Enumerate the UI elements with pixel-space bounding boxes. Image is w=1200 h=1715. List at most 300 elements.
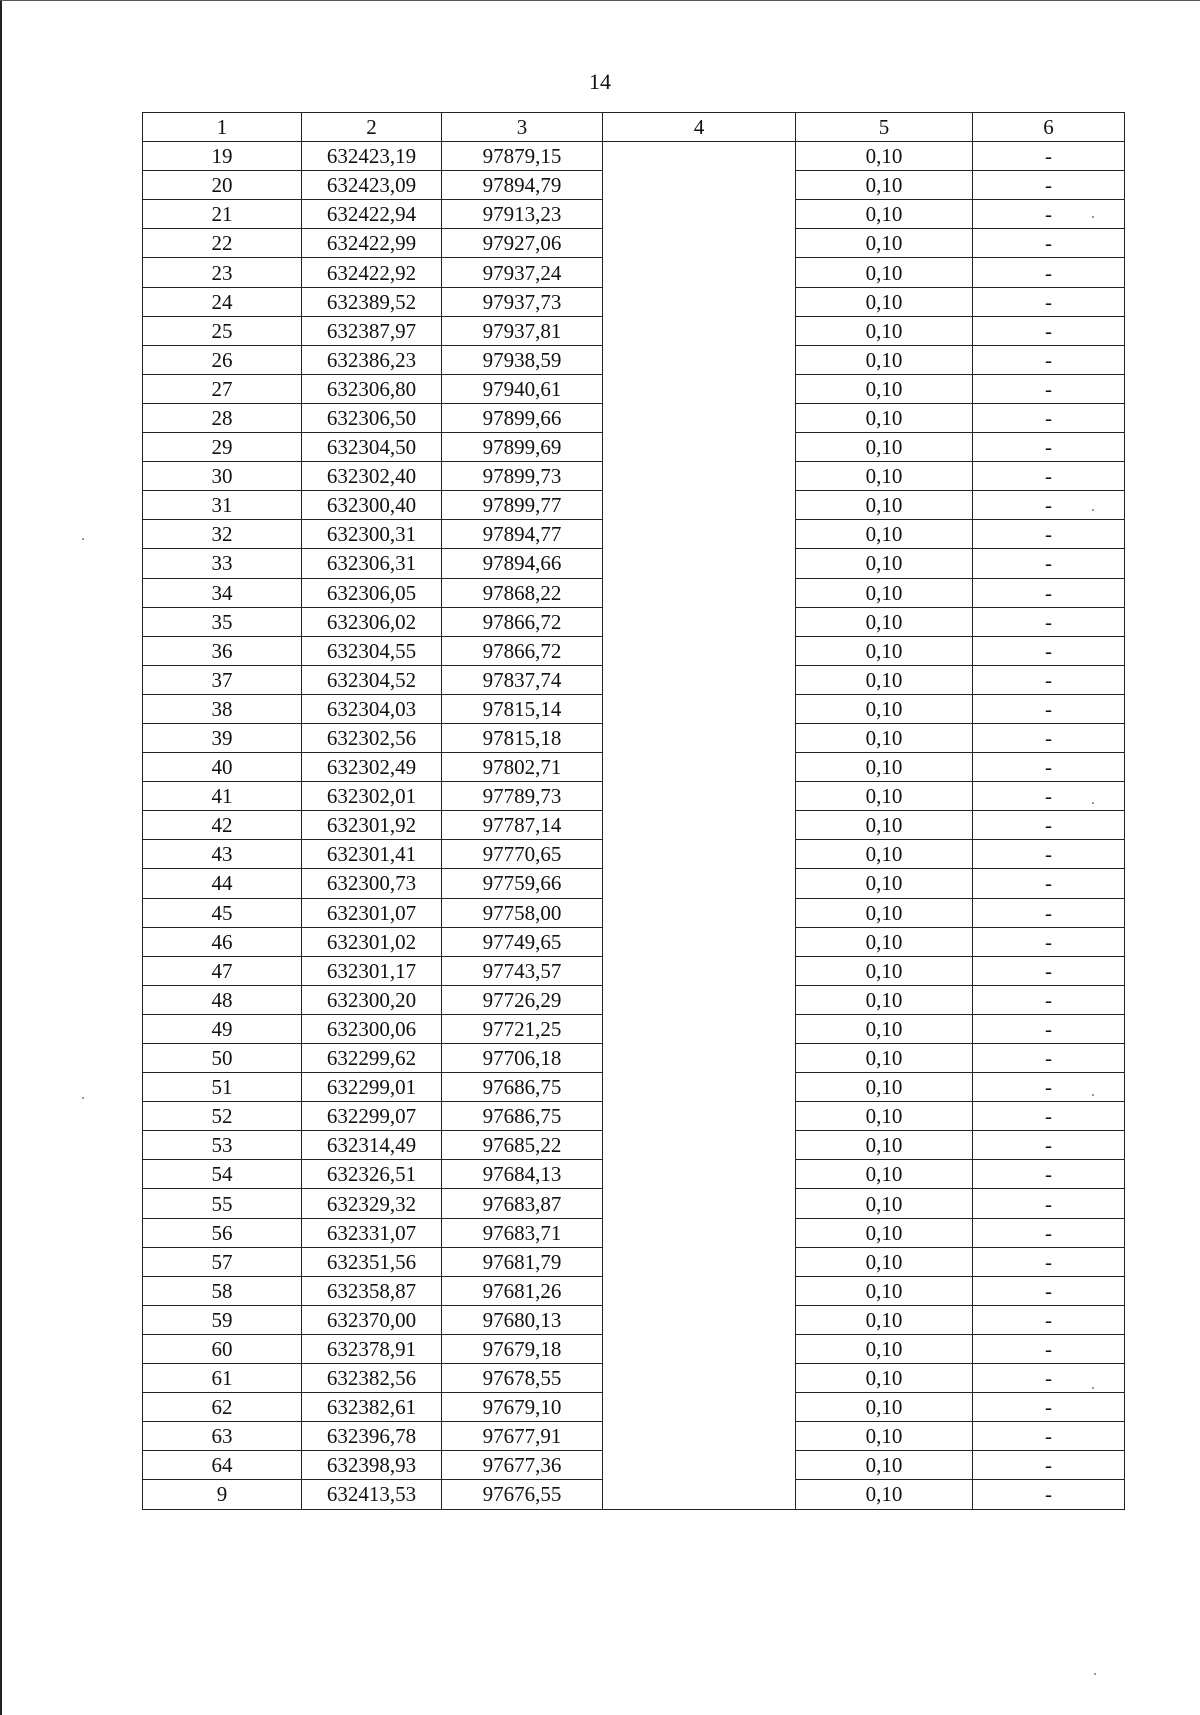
note-cell: - <box>973 1102 1125 1131</box>
y-coordinate-cell: 97899,69 <box>442 433 603 462</box>
table-row <box>143 1131 1125 1160</box>
y-coordinate-cell: 97815,14 <box>442 694 603 723</box>
description-cell <box>603 694 796 723</box>
x-coordinate-cell: 632306,50 <box>302 403 442 432</box>
table-row <box>143 723 1125 752</box>
point-number-cell: 29 <box>143 433 302 462</box>
point-number-cell: 50 <box>143 1044 302 1073</box>
table-header-row <box>143 113 1125 142</box>
point-number-cell: 22 <box>143 229 302 258</box>
x-coordinate-cell: 632304,55 <box>302 636 442 665</box>
x-coordinate-cell: 632382,56 <box>302 1364 442 1393</box>
point-number-cell: 59 <box>143 1305 302 1334</box>
accuracy-cell: 0,10 <box>796 1422 973 1451</box>
accuracy-cell: 0,10 <box>796 1073 973 1102</box>
note-cell: - <box>973 1480 1125 1509</box>
x-coordinate-cell: 632413,53 <box>302 1480 442 1509</box>
point-number-cell: 26 <box>143 345 302 374</box>
y-coordinate-cell: 97894,77 <box>442 520 603 549</box>
description-cell <box>603 462 796 491</box>
x-coordinate-cell: 632302,01 <box>302 782 442 811</box>
description-cell <box>603 345 796 374</box>
description-cell <box>603 811 796 840</box>
x-coordinate-cell: 632423,19 <box>302 142 442 171</box>
note-cell: - <box>973 374 1125 403</box>
description-cell <box>603 869 796 898</box>
accuracy-cell: 0,10 <box>796 171 973 200</box>
table-row <box>143 520 1125 549</box>
description-cell <box>603 1073 796 1102</box>
note-cell: - <box>973 1276 1125 1305</box>
y-coordinate-cell: 97899,66 <box>442 403 603 432</box>
accuracy-cell: 0,10 <box>796 840 973 869</box>
scan-speck <box>1092 802 1094 804</box>
note-cell: - <box>973 258 1125 287</box>
y-coordinate-cell: 97879,15 <box>442 142 603 171</box>
page-number: 14 <box>589 69 611 94</box>
description-cell <box>603 549 796 578</box>
point-number-cell: 34 <box>143 578 302 607</box>
point-number-cell: 38 <box>143 694 302 723</box>
table-row <box>143 200 1125 229</box>
point-number-cell: 60 <box>143 1334 302 1363</box>
point-number-cell: 53 <box>143 1131 302 1160</box>
accuracy-cell: 0,10 <box>796 1393 973 1422</box>
point-number-cell: 45 <box>143 898 302 927</box>
point-number-cell: 56 <box>143 1218 302 1247</box>
note-cell: - <box>973 520 1125 549</box>
y-coordinate-cell: 97676,55 <box>442 1480 603 1509</box>
table-row <box>143 258 1125 287</box>
table-row <box>143 753 1125 782</box>
point-number-cell: 46 <box>143 927 302 956</box>
y-coordinate-cell: 97679,10 <box>442 1393 603 1422</box>
column-header: 1 <box>143 113 302 142</box>
x-coordinate-cell: 632398,93 <box>302 1451 442 1480</box>
description-cell <box>603 840 796 869</box>
table-row <box>143 287 1125 316</box>
description-cell <box>603 665 796 694</box>
description-cell <box>603 1393 796 1422</box>
coordinates-table <box>142 112 1125 1510</box>
description-cell <box>603 1247 796 1276</box>
y-coordinate-cell: 97837,74 <box>442 665 603 694</box>
point-number-cell: 33 <box>143 549 302 578</box>
scan-left-edge <box>0 0 2 1715</box>
description-cell <box>603 142 796 171</box>
note-cell: - <box>973 840 1125 869</box>
table-row <box>143 549 1125 578</box>
x-coordinate-cell: 632329,32 <box>302 1189 442 1218</box>
scan-speck <box>1092 216 1094 218</box>
point-number-cell: 35 <box>143 607 302 636</box>
note-cell: - <box>973 200 1125 229</box>
table-row <box>143 345 1125 374</box>
y-coordinate-cell: 97937,24 <box>442 258 603 287</box>
description-cell <box>603 898 796 927</box>
column-header: 6 <box>973 113 1125 142</box>
accuracy-cell: 0,10 <box>796 491 973 520</box>
y-coordinate-cell: 97937,81 <box>442 316 603 345</box>
x-coordinate-cell: 632358,87 <box>302 1276 442 1305</box>
description-cell <box>603 636 796 665</box>
table-row <box>143 811 1125 840</box>
x-coordinate-cell: 632300,06 <box>302 1014 442 1043</box>
table-row <box>143 927 1125 956</box>
point-number-cell: 49 <box>143 1014 302 1043</box>
y-coordinate-cell: 97685,22 <box>442 1131 603 1160</box>
x-coordinate-cell: 632302,56 <box>302 723 442 752</box>
point-number-cell: 42 <box>143 811 302 840</box>
y-coordinate-cell: 97899,77 <box>442 491 603 520</box>
note-cell: - <box>973 1218 1125 1247</box>
note-cell: - <box>973 171 1125 200</box>
description-cell <box>603 258 796 287</box>
point-number-cell: 41 <box>143 782 302 811</box>
y-coordinate-cell: 97686,75 <box>442 1102 603 1131</box>
description-cell <box>603 491 796 520</box>
accuracy-cell: 0,10 <box>796 462 973 491</box>
y-coordinate-cell: 97938,59 <box>442 345 603 374</box>
note-cell: - <box>973 229 1125 258</box>
x-coordinate-cell: 632326,51 <box>302 1160 442 1189</box>
point-number-cell: 25 <box>143 316 302 345</box>
point-number-cell: 63 <box>143 1422 302 1451</box>
accuracy-cell: 0,10 <box>796 433 973 462</box>
y-coordinate-cell: 97759,66 <box>442 869 603 898</box>
note-cell: - <box>973 636 1125 665</box>
accuracy-cell: 0,10 <box>796 1276 973 1305</box>
description-cell <box>603 1044 796 1073</box>
y-coordinate-cell: 97770,65 <box>442 840 603 869</box>
note-cell: - <box>973 1393 1125 1422</box>
description-cell <box>603 1014 796 1043</box>
scan-speck <box>82 538 84 540</box>
table-row <box>143 665 1125 694</box>
y-coordinate-cell: 97677,91 <box>442 1422 603 1451</box>
x-coordinate-cell: 632422,99 <box>302 229 442 258</box>
accuracy-cell: 0,10 <box>796 1218 973 1247</box>
description-cell <box>603 578 796 607</box>
x-coordinate-cell: 632423,09 <box>302 171 442 200</box>
y-coordinate-cell: 97743,57 <box>442 956 603 985</box>
accuracy-cell: 0,10 <box>796 1044 973 1073</box>
note-cell: - <box>973 491 1125 520</box>
note-cell: - <box>973 1422 1125 1451</box>
point-number-cell: 64 <box>143 1451 302 1480</box>
accuracy-cell: 0,10 <box>796 1189 973 1218</box>
x-coordinate-cell: 632331,07 <box>302 1218 442 1247</box>
accuracy-cell: 0,10 <box>796 1131 973 1160</box>
accuracy-cell: 0,10 <box>796 200 973 229</box>
point-number-cell: 37 <box>143 665 302 694</box>
y-coordinate-cell: 97681,26 <box>442 1276 603 1305</box>
y-coordinate-cell: 97937,73 <box>442 287 603 316</box>
accuracy-cell: 0,10 <box>796 869 973 898</box>
table-row <box>143 782 1125 811</box>
accuracy-cell: 0,10 <box>796 258 973 287</box>
note-cell: - <box>973 782 1125 811</box>
point-number-cell: 57 <box>143 1247 302 1276</box>
note-cell: - <box>973 1160 1125 1189</box>
table-row <box>143 142 1125 171</box>
y-coordinate-cell: 97894,79 <box>442 171 603 200</box>
accuracy-cell: 0,10 <box>796 607 973 636</box>
x-coordinate-cell: 632306,02 <box>302 607 442 636</box>
point-number-cell: 28 <box>143 403 302 432</box>
table-row <box>143 1334 1125 1363</box>
point-number-cell: 9 <box>143 1480 302 1509</box>
accuracy-cell: 0,10 <box>796 956 973 985</box>
accuracy-cell: 0,10 <box>796 636 973 665</box>
table-row <box>143 1480 1125 1509</box>
description-cell <box>603 287 796 316</box>
y-coordinate-cell: 97802,71 <box>442 753 603 782</box>
accuracy-cell: 0,10 <box>796 927 973 956</box>
y-coordinate-cell: 97866,72 <box>442 607 603 636</box>
y-coordinate-cell: 97684,13 <box>442 1160 603 1189</box>
accuracy-cell: 0,10 <box>796 403 973 432</box>
y-coordinate-cell: 97726,29 <box>442 985 603 1014</box>
description-cell <box>603 200 796 229</box>
point-number-cell: 32 <box>143 520 302 549</box>
x-coordinate-cell: 632396,78 <box>302 1422 442 1451</box>
x-coordinate-cell: 632300,31 <box>302 520 442 549</box>
table-row <box>143 1247 1125 1276</box>
note-cell: - <box>973 316 1125 345</box>
accuracy-cell: 0,10 <box>796 1480 973 1509</box>
note-cell: - <box>973 1014 1125 1043</box>
note-cell: - <box>973 927 1125 956</box>
y-coordinate-cell: 97686,75 <box>442 1073 603 1102</box>
accuracy-cell: 0,10 <box>796 374 973 403</box>
table-row <box>143 1044 1125 1073</box>
table-row <box>143 1305 1125 1334</box>
x-coordinate-cell: 632370,00 <box>302 1305 442 1334</box>
x-coordinate-cell: 632386,23 <box>302 345 442 374</box>
column-header: 4 <box>603 113 796 142</box>
y-coordinate-cell: 97866,72 <box>442 636 603 665</box>
description-cell <box>603 229 796 258</box>
point-number-cell: 47 <box>143 956 302 985</box>
description-cell <box>603 1218 796 1247</box>
column-header: 3 <box>442 113 603 142</box>
y-coordinate-cell: 97913,23 <box>442 200 603 229</box>
point-number-cell: 39 <box>143 723 302 752</box>
description-cell <box>603 1422 796 1451</box>
y-coordinate-cell: 97940,61 <box>442 374 603 403</box>
point-number-cell: 61 <box>143 1364 302 1393</box>
x-coordinate-cell: 632300,20 <box>302 985 442 1014</box>
table-row <box>143 1014 1125 1043</box>
accuracy-cell: 0,10 <box>796 1451 973 1480</box>
table-row <box>143 607 1125 636</box>
note-cell: - <box>973 607 1125 636</box>
description-cell <box>603 403 796 432</box>
accuracy-cell: 0,10 <box>796 665 973 694</box>
accuracy-cell: 0,10 <box>796 316 973 345</box>
point-number-cell: 62 <box>143 1393 302 1422</box>
point-number-cell: 54 <box>143 1160 302 1189</box>
scan-speck <box>1092 1094 1094 1096</box>
accuracy-cell: 0,10 <box>796 345 973 374</box>
scan-top-edge <box>0 0 1200 1</box>
point-number-cell: 36 <box>143 636 302 665</box>
accuracy-cell: 0,10 <box>796 811 973 840</box>
note-cell: - <box>973 287 1125 316</box>
note-cell: - <box>973 1131 1125 1160</box>
point-number-cell: 55 <box>143 1189 302 1218</box>
x-coordinate-cell: 632382,61 <box>302 1393 442 1422</box>
y-coordinate-cell: 97677,36 <box>442 1451 603 1480</box>
note-cell: - <box>973 433 1125 462</box>
accuracy-cell: 0,10 <box>796 1014 973 1043</box>
x-coordinate-cell: 632306,31 <box>302 549 442 578</box>
accuracy-cell: 0,10 <box>796 142 973 171</box>
x-coordinate-cell: 632387,97 <box>302 316 442 345</box>
y-coordinate-cell: 97899,73 <box>442 462 603 491</box>
table-row <box>143 1102 1125 1131</box>
point-number-cell: 48 <box>143 985 302 1014</box>
accuracy-cell: 0,10 <box>796 578 973 607</box>
point-number-cell: 19 <box>143 142 302 171</box>
point-number-cell: 21 <box>143 200 302 229</box>
scan-speck <box>82 1097 84 1099</box>
accuracy-cell: 0,10 <box>796 694 973 723</box>
y-coordinate-cell: 97683,71 <box>442 1218 603 1247</box>
table-row <box>143 462 1125 491</box>
x-coordinate-cell: 632301,07 <box>302 898 442 927</box>
column-header: 2 <box>302 113 442 142</box>
accuracy-cell: 0,10 <box>796 1334 973 1363</box>
x-coordinate-cell: 632314,49 <box>302 1131 442 1160</box>
table-row <box>143 316 1125 345</box>
note-cell: - <box>973 1334 1125 1363</box>
x-coordinate-cell: 632299,62 <box>302 1044 442 1073</box>
x-coordinate-cell: 632300,40 <box>302 491 442 520</box>
table-row <box>143 985 1125 1014</box>
table-body <box>143 142 1125 1509</box>
accuracy-cell: 0,10 <box>796 287 973 316</box>
y-coordinate-cell: 97680,13 <box>442 1305 603 1334</box>
point-number-cell: 31 <box>143 491 302 520</box>
x-coordinate-cell: 632299,07 <box>302 1102 442 1131</box>
y-coordinate-cell: 97894,66 <box>442 549 603 578</box>
y-coordinate-cell: 97815,18 <box>442 723 603 752</box>
y-coordinate-cell: 97758,00 <box>442 898 603 927</box>
point-number-cell: 24 <box>143 287 302 316</box>
accuracy-cell: 0,10 <box>796 1102 973 1131</box>
table-row <box>143 694 1125 723</box>
note-cell: - <box>973 694 1125 723</box>
table-row <box>143 636 1125 665</box>
point-number-cell: 51 <box>143 1073 302 1102</box>
accuracy-cell: 0,10 <box>796 985 973 1014</box>
note-cell: - <box>973 345 1125 374</box>
note-cell: - <box>973 898 1125 927</box>
note-cell: - <box>973 956 1125 985</box>
note-cell: - <box>973 1451 1125 1480</box>
x-coordinate-cell: 632422,94 <box>302 200 442 229</box>
accuracy-cell: 0,10 <box>796 898 973 927</box>
y-coordinate-cell: 97679,18 <box>442 1334 603 1363</box>
table-row <box>143 1364 1125 1393</box>
note-cell: - <box>973 403 1125 432</box>
accuracy-cell: 0,10 <box>796 1247 973 1276</box>
x-coordinate-cell: 632351,56 <box>302 1247 442 1276</box>
point-number-cell: 30 <box>143 462 302 491</box>
accuracy-cell: 0,10 <box>796 549 973 578</box>
x-coordinate-cell: 632306,80 <box>302 374 442 403</box>
accuracy-cell: 0,10 <box>796 1305 973 1334</box>
y-coordinate-cell: 97683,87 <box>442 1189 603 1218</box>
description-cell <box>603 753 796 782</box>
accuracy-cell: 0,10 <box>796 520 973 549</box>
table-row <box>143 433 1125 462</box>
x-coordinate-cell: 632302,49 <box>302 753 442 782</box>
description-cell <box>603 956 796 985</box>
table-row <box>143 898 1125 927</box>
description-cell <box>603 171 796 200</box>
description-cell <box>603 1276 796 1305</box>
table-row <box>143 869 1125 898</box>
y-coordinate-cell: 97681,79 <box>442 1247 603 1276</box>
table-row <box>143 1276 1125 1305</box>
note-cell: - <box>973 811 1125 840</box>
description-cell <box>603 607 796 636</box>
table-row <box>143 403 1125 432</box>
x-coordinate-cell: 632389,52 <box>302 287 442 316</box>
y-coordinate-cell: 97927,06 <box>442 229 603 258</box>
description-cell <box>603 1480 796 1509</box>
point-number-cell: 52 <box>143 1102 302 1131</box>
note-cell: - <box>973 1247 1125 1276</box>
y-coordinate-cell: 97706,18 <box>442 1044 603 1073</box>
note-cell: - <box>973 1364 1125 1393</box>
accuracy-cell: 0,10 <box>796 782 973 811</box>
y-coordinate-cell: 97721,25 <box>442 1014 603 1043</box>
point-number-cell: 58 <box>143 1276 302 1305</box>
description-cell <box>603 782 796 811</box>
note-cell: - <box>973 1044 1125 1073</box>
point-number-cell: 20 <box>143 171 302 200</box>
table-row <box>143 1393 1125 1422</box>
table-row <box>143 840 1125 869</box>
table-row <box>143 1451 1125 1480</box>
x-coordinate-cell: 632301,92 <box>302 811 442 840</box>
x-coordinate-cell: 632304,50 <box>302 433 442 462</box>
point-number-cell: 27 <box>143 374 302 403</box>
point-number-cell: 44 <box>143 869 302 898</box>
table-row <box>143 578 1125 607</box>
table-row <box>143 171 1125 200</box>
accuracy-cell: 0,10 <box>796 1160 973 1189</box>
note-cell: - <box>973 1189 1125 1218</box>
note-cell: - <box>973 462 1125 491</box>
description-cell <box>603 316 796 345</box>
note-cell: - <box>973 1073 1125 1102</box>
x-coordinate-cell: 632299,01 <box>302 1073 442 1102</box>
x-coordinate-cell: 632378,91 <box>302 1334 442 1363</box>
point-number-cell: 40 <box>143 753 302 782</box>
y-coordinate-cell: 97789,73 <box>442 782 603 811</box>
description-cell <box>603 1305 796 1334</box>
x-coordinate-cell: 632304,03 <box>302 694 442 723</box>
note-cell: - <box>973 665 1125 694</box>
table-row <box>143 229 1125 258</box>
table-row <box>143 1422 1125 1451</box>
table-row <box>143 956 1125 985</box>
